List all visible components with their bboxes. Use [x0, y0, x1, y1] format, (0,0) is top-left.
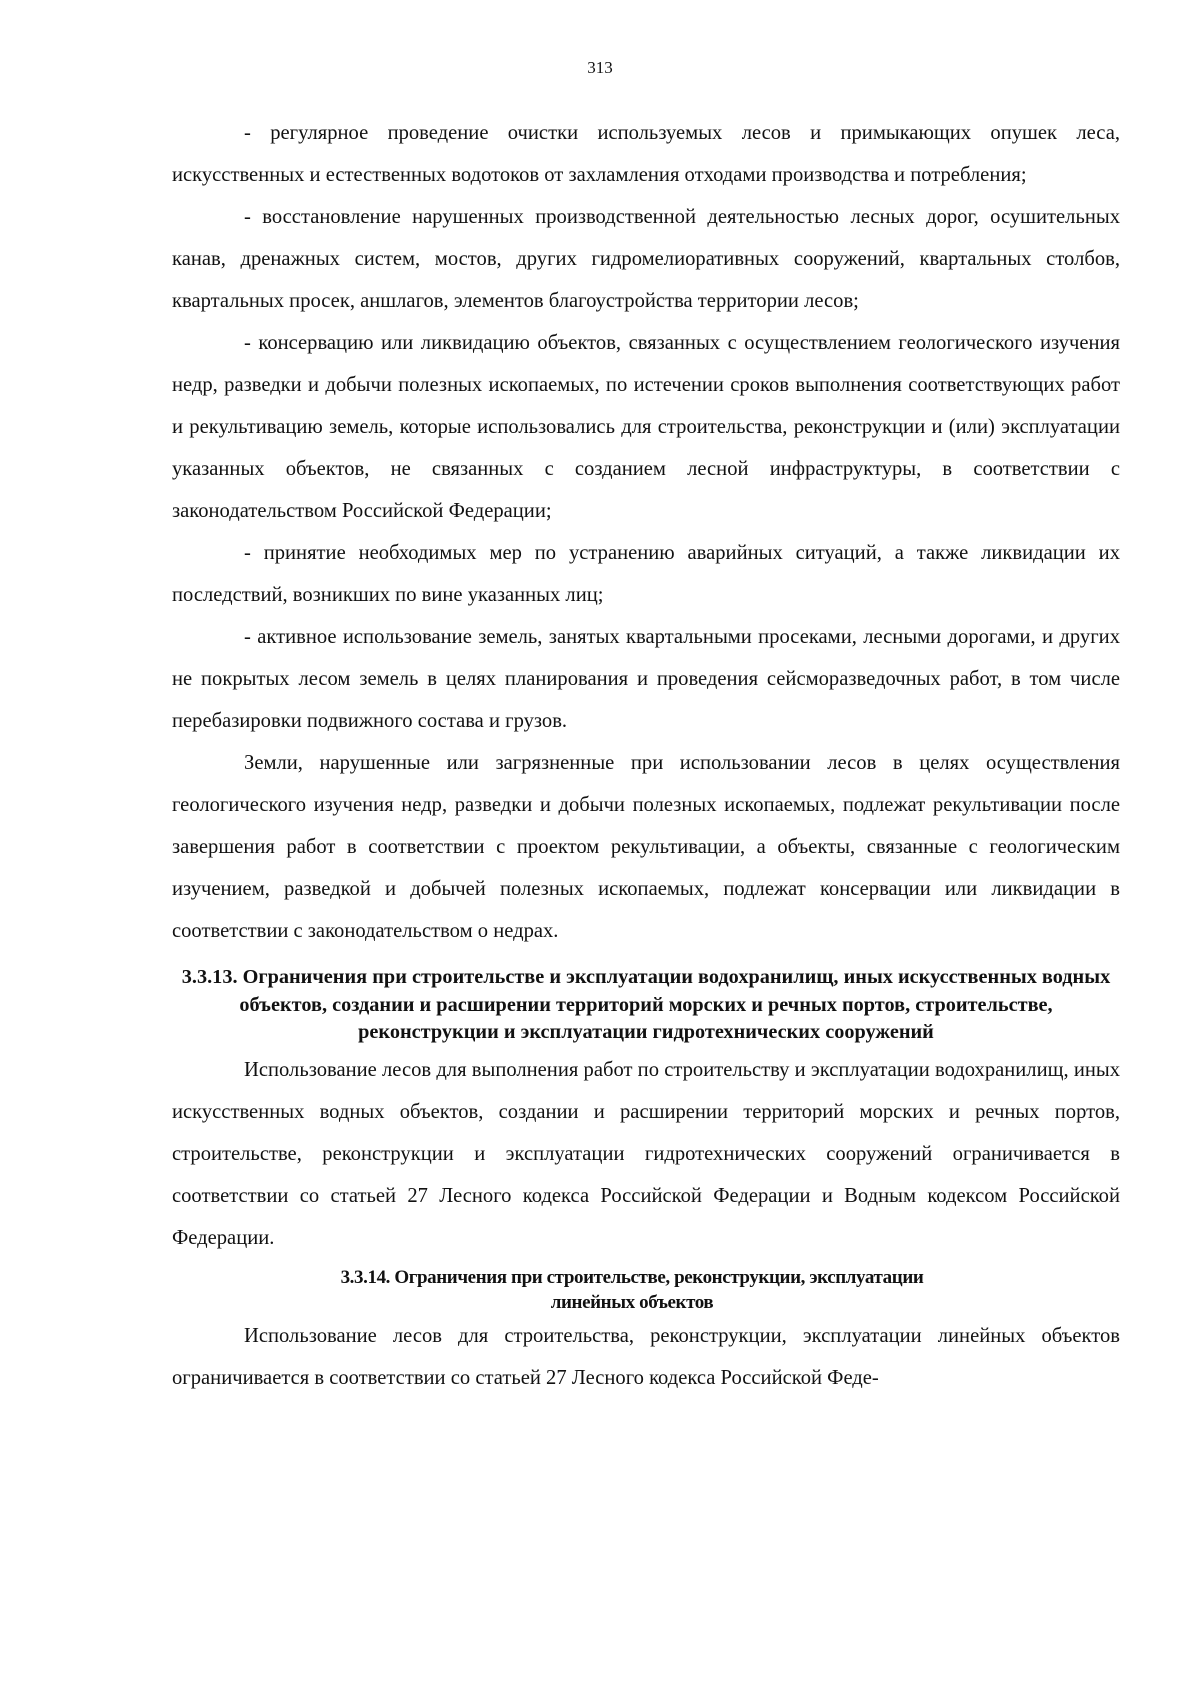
paragraph-cleaning: - регулярное проведение очистки используемых лесов и примыкающих опушек леса, искусственных и естественных водотоков от захламления отходами производства и потребления; — [172, 122, 1120, 186]
section-text-3-3-14: Использование лесов для строительства, реконструкции, эксплуатации линейных объектов ограничивается в соответствии со статьей 27 Лесного кодекса Российской Феде- — [172, 1324, 1120, 1389]
paragraph-recultivation: Земли, нарушенные или загрязненные при использовании лесов в целях осуществления геологического изучения недр, разведки и добычи полезных ископаемых, подлежат рекультивации после завершения работ в соответствии с проектом рекультивации, а объекты, связанные с геологическим изучением, разведкой и добычей полезных ископаемых, подлежат консервации или ликвидации в соответствии с законодательством о недрах. — [172, 752, 1120, 942]
section-heading-3-3-14 — [172, 1265, 1120, 1315]
paragraph-conservation: - консервацию или ликвидацию объектов, связанных с осуществлением геологического изучения недр, разведки и добычи полезных ископаемых, по истечении сроков выполнения соответствующих работ и рекультивацию земель, которые использовались для строительства, реконструкции и (или) эксплуатации указанных объектов, не связанных с созданием лесной инфраструктуры, в соответствии с законодательством Российской Федерации; — [172, 332, 1120, 522]
page-number: 313 — [587, 58, 613, 77]
paragraph-active-use: - активное использование земель, занятых квартальными просеками, лесными дорогами, и других не покрытых лесом земель в целях планирования и проведения сейсморазведочных работ, в том числе перебазировки подвижного состава и грузов. — [172, 626, 1120, 732]
section-heading-3-3-14-line1: 3.3.14. Ограничения при строительстве, реконструкции, эксплуатации — [340, 1266, 924, 1288]
paragraph-emergency: - принятие необходимых мер по устранению аварийных ситуаций, а также ликвидации их последствий, возникших по вине указанных лиц; — [172, 542, 1120, 606]
paragraph-restoration: - восстановление нарушенных производственной деятельностью лесных дорог, осушительных канав, дренажных систем, мостов, других гидромелиоративных сооружений, квартальных столбов, квартальных просек, аншлагов, элементов благоустройства территории лесов; — [172, 206, 1120, 312]
section-heading-3-3-14-line2: линейных объектов — [550, 1291, 714, 1313]
document-body — [172, 112, 1120, 1399]
section-heading-3-3-13: 3.3.13. Ограничения при строительстве и эксплуатации водохранилищ, иных искусственных водных объектов, создании и расширении территорий морских и речных портов, строительстве, реконструкции и эксплуатации гидротехнических сооружений — [181, 966, 1111, 1043]
section-text-3-3-13: Использование лесов для выполнения работ по строительству и эксплуатации водохранилищ, иных искусственных водных объектов, создании и расширении территорий морских и речных портов, строительстве, реконструкции и эксплуатации гидротехнических сооружений ограничивается в соответствии со статьей 27 Лесного кодекса Российской Федерации и Водным кодексом Российской Федерации. — [172, 1058, 1120, 1249]
